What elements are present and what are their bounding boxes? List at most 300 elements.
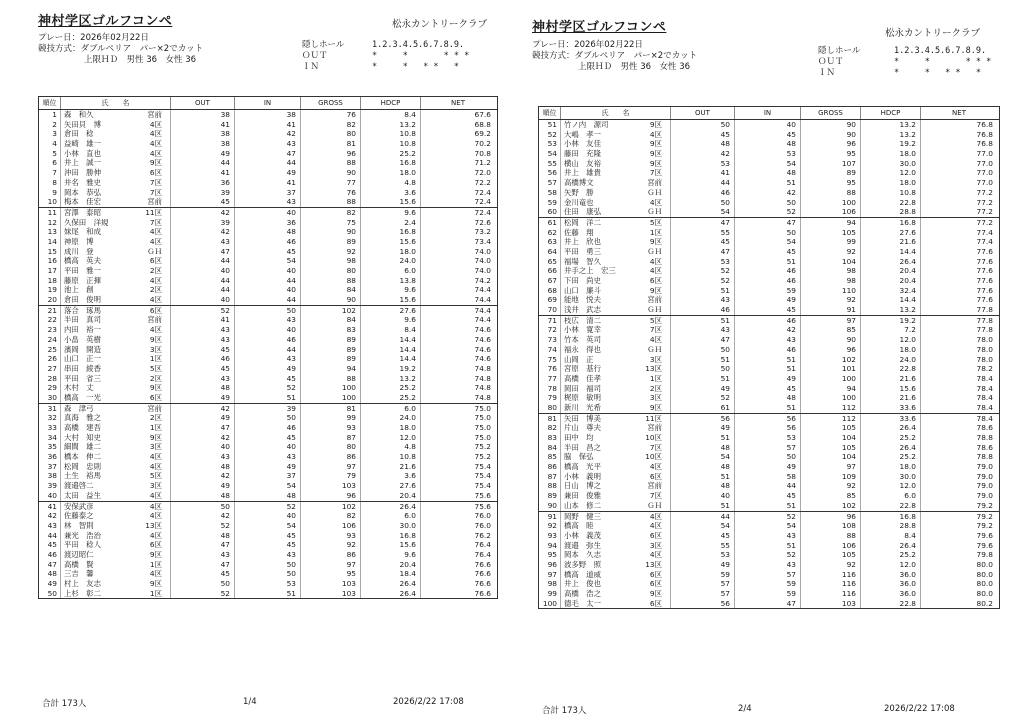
player-district: 7区 [649, 168, 662, 178]
out-cell: 50 [171, 579, 235, 589]
player-name-cell [561, 433, 671, 443]
hdcp-cell: 15.6 [861, 384, 921, 394]
gross-cell: 90 [801, 335, 861, 345]
gross-cell: 107 [801, 159, 861, 169]
rank-cell: 21 [39, 306, 61, 316]
gross-cell: 88 [801, 531, 861, 541]
player-name-cell [561, 403, 671, 413]
table-header [39, 97, 497, 110]
player-district: 3区 [649, 354, 662, 364]
net-cell: 80.2 [976, 598, 993, 608]
player-name: 小林 義明 [564, 471, 601, 481]
hdcp-cell: 26.4 [361, 579, 421, 589]
out-cell: 43 [671, 295, 735, 305]
out-cell: 42 [171, 511, 235, 521]
player-name-cell [561, 257, 671, 267]
table-row [39, 452, 497, 462]
out-cell: 49 [171, 149, 235, 159]
rank-cell: 56 [539, 168, 561, 178]
player-name: 井上 俊也 [564, 579, 601, 589]
player-district: 4区 [149, 227, 162, 237]
player-name-cell [561, 355, 671, 365]
player-district: 6区 [649, 276, 662, 285]
player-name: 德毛 太一 [564, 598, 601, 608]
table-row [39, 295, 497, 305]
hdcp-cell: 18.0 [361, 423, 421, 433]
out-cell: 48 [171, 383, 235, 393]
player-name: 福場 智久 [564, 256, 601, 266]
hdcp-cell: 16.8 [861, 512, 921, 522]
hdcp-cell: 4.8 [361, 178, 421, 188]
player-name-cell [61, 354, 171, 364]
in-cell: 59 [735, 286, 801, 296]
out-cell: 45 [171, 364, 235, 374]
table-row [39, 393, 497, 403]
player-name-cell [561, 364, 671, 374]
player-name: 土生 裕馬 [64, 471, 101, 481]
table-row [39, 413, 497, 423]
out-cell: 43 [171, 550, 235, 560]
rank-cell: 81 [539, 414, 561, 424]
player-district: 3区 [649, 393, 662, 403]
player-district: 3区 [149, 481, 162, 491]
player-district: 7区 [649, 442, 662, 452]
hdcp-cell: 12.0 [861, 168, 921, 178]
header-rank: 順位 [39, 97, 61, 109]
in-cell: 47 [735, 599, 801, 609]
hdcp-cell: 3.6 [361, 188, 421, 198]
handicap-limit: 上限ＨＤ 男性 36 女性 36 [578, 62, 691, 72]
player-name-cell [61, 452, 171, 462]
out-cell: 53 [671, 159, 735, 169]
player-name: 平田 勇三 [564, 246, 601, 256]
rank-cell: 27 [39, 364, 61, 374]
in-cell: 45 [235, 433, 301, 443]
player-district: 3区 [149, 344, 162, 354]
net-cell: 79.2 [976, 500, 993, 510]
player-district: ＧＨ [147, 246, 162, 256]
hdcp-cell: 18.0 [361, 247, 421, 257]
handicap-limit: 上限ＨＤ 男性 36 女性 36 [84, 55, 197, 65]
rank-cell: 94 [539, 541, 561, 551]
player-district: 7区 [649, 491, 662, 501]
rank-cell: 15 [39, 247, 61, 257]
hdcp-cell: 12.0 [861, 560, 921, 570]
net-cell: 76.6 [474, 569, 491, 579]
out-cell: 42 [671, 149, 735, 159]
player-district: 9区 [149, 432, 162, 442]
net-cell: 75.6 [474, 490, 491, 500]
hdcp-cell: 20.4 [361, 560, 421, 570]
player-name-cell [61, 218, 171, 228]
rank-cell: 20 [39, 295, 61, 305]
table-row [539, 139, 999, 149]
player-name: 井上 欣也 [564, 237, 601, 247]
out-cell: 51 [671, 286, 735, 296]
table-row [539, 228, 999, 238]
rank-cell: 18 [39, 276, 61, 286]
player-name: 倉田 稔 [64, 129, 94, 139]
table-row [39, 237, 497, 247]
out-cell: 53 [671, 257, 735, 267]
in-cell: 54 [735, 159, 801, 169]
in-label: ＩＮ [302, 62, 320, 72]
hdcp-cell: 13.2 [861, 130, 921, 140]
rank-cell: 83 [539, 433, 561, 443]
net-cell: 76.6 [474, 579, 491, 588]
player-name: 橋高 道威 [564, 569, 601, 579]
table-row [39, 374, 497, 384]
player-district: 4区 [149, 139, 162, 149]
player-name-cell [61, 110, 171, 120]
table-row [39, 276, 497, 286]
hdcp-cell: 27.6 [361, 306, 421, 316]
player-name-cell [561, 374, 671, 384]
player-name-cell [61, 413, 171, 423]
header-net: NET [952, 109, 966, 117]
table-row [539, 198, 999, 208]
gross-cell: 90 [301, 227, 361, 237]
player-name-cell [61, 247, 171, 257]
out-cell: 41 [171, 168, 235, 178]
hdcp-cell: 10.8 [361, 139, 421, 149]
hdcp-cell: 3.6 [361, 471, 421, 481]
player-name: 渡邉 弥生 [564, 540, 601, 550]
player-name: 平田 省三 [64, 373, 101, 383]
in-cell: 46 [735, 345, 801, 355]
player-name: 金川竜也 [564, 197, 594, 207]
gross-cell: 90 [301, 168, 361, 178]
gross-cell: 92 [301, 540, 361, 550]
player-district: 1区 [649, 227, 662, 237]
gross-cell: 86 [301, 550, 361, 560]
player-district: 4区 [149, 119, 162, 129]
rank-cell: 88 [539, 481, 561, 491]
table-row [539, 335, 999, 345]
player-name: 細間 雄二 [64, 442, 101, 452]
net-cell: 78.4 [976, 413, 993, 423]
player-district: 4区 [149, 530, 162, 540]
table-row [539, 521, 999, 531]
player-name-cell [61, 404, 171, 414]
hidden-hole-label: 隠しホール [302, 40, 345, 50]
out-cell: 52 [671, 266, 735, 276]
in-cell: 48 [735, 139, 801, 149]
gross-cell: 104 [801, 433, 861, 443]
table-row [539, 491, 999, 501]
hdcp-cell: 19.2 [861, 139, 921, 149]
gross-cell: 89 [301, 354, 361, 364]
player-name: 池上 創 [64, 285, 94, 295]
in-cell: 40 [235, 325, 301, 335]
out-cell: 57 [671, 589, 735, 599]
in-cell: 37 [235, 188, 301, 198]
net-cell: 77.8 [976, 305, 993, 315]
net-cell: 70.8 [474, 148, 491, 158]
player-district: 11区 [645, 413, 662, 423]
hdcp-cell: 26.4 [861, 257, 921, 267]
player-name-cell [561, 443, 671, 453]
table-row [39, 178, 497, 188]
out-cell: 57 [671, 579, 735, 589]
competition-info [38, 33, 203, 66]
player-name-cell [61, 531, 171, 541]
player-district: 7区 [149, 187, 162, 197]
player-name: 兼田 俊雅 [564, 491, 601, 501]
net-cell: 77.0 [976, 158, 993, 168]
out-cell: 40 [171, 266, 235, 276]
out-label: ＯＵＴ [818, 57, 844, 67]
table-row [39, 354, 497, 364]
player-name-cell [61, 315, 171, 325]
player-name-cell [561, 481, 671, 491]
out-cell: 44 [171, 285, 235, 295]
player-district: 7区 [149, 217, 162, 227]
player-name-cell [61, 502, 171, 512]
header-out: OUT [671, 107, 735, 119]
player-district: ＧＨ [647, 500, 662, 510]
gross-cell: 81 [301, 404, 361, 414]
footer-page: 1/4 [243, 697, 257, 707]
rank-cell: 34 [39, 433, 61, 443]
player-name-cell [61, 149, 171, 159]
out-cell: 50 [671, 198, 735, 208]
player-name-cell [561, 345, 671, 355]
net-cell: 79.6 [976, 530, 993, 540]
player-name-cell [561, 599, 671, 609]
player-district: 宮前 [647, 481, 662, 491]
hdcp-cell: 14.4 [861, 295, 921, 305]
hdcp-cell: 25.2 [361, 393, 421, 403]
net-cell: 78.0 [976, 344, 993, 354]
player-name: 佐藤 翔 [564, 227, 594, 237]
in-cell: 59 [735, 579, 801, 589]
player-district: 2区 [149, 373, 162, 383]
net-cell: 74.6 [474, 344, 491, 354]
out-cell: 61 [671, 403, 735, 413]
rank-cell: 41 [39, 502, 61, 512]
in-cell: 42 [235, 129, 301, 139]
out-cell: 47 [671, 335, 735, 345]
out-cell: 46 [671, 188, 735, 198]
rank-cell: 42 [39, 511, 61, 521]
player-name-cell [561, 393, 671, 403]
gross-cell: 103 [301, 481, 361, 491]
player-name: 岡本 恭弘 [64, 187, 101, 197]
rank-cell: 74 [539, 345, 561, 355]
player-name-cell [561, 218, 671, 228]
player-district: 9区 [649, 158, 662, 168]
gross-cell: 84 [301, 315, 361, 325]
player-name-cell [561, 228, 671, 238]
net-cell: 80.0 [976, 559, 993, 569]
player-name-cell [561, 305, 671, 315]
table-row [539, 315, 999, 326]
in-cell: 43 [235, 550, 301, 560]
net-cell: 75.0 [474, 423, 491, 432]
player-name-cell [561, 237, 671, 247]
net-cell: 74.6 [474, 334, 491, 344]
table-row [539, 295, 999, 305]
net-cell: 78.8 [976, 452, 993, 462]
rank-cell: 87 [539, 472, 561, 482]
in-cell: 49 [235, 364, 301, 374]
table-row [39, 383, 497, 393]
net-cell: 79.0 [976, 462, 993, 472]
header-gross: GROSS [801, 107, 861, 119]
table-row [539, 393, 999, 403]
player-district: 13区 [145, 520, 162, 530]
out-cell: 49 [171, 413, 235, 423]
table-row [539, 599, 999, 609]
hdcp-cell: 15.6 [361, 540, 421, 550]
rank-cell: 72 [539, 325, 561, 335]
player-name-cell [61, 345, 171, 355]
player-name: 住田 康弘 [564, 207, 601, 217]
gross-cell: 101 [801, 364, 861, 374]
gross-cell: 87 [301, 433, 361, 443]
hdcp-cell: 26.4 [361, 502, 421, 512]
player-name-cell [61, 325, 171, 335]
hdcp-cell: 15.6 [361, 237, 421, 247]
net-cell: 70.2 [474, 139, 491, 149]
rank-cell: 32 [39, 413, 61, 423]
in-cell: 42 [735, 188, 801, 198]
hdcp-cell: 28.8 [861, 521, 921, 531]
player-name: 竹本 英司 [564, 335, 601, 345]
table-row [39, 481, 497, 491]
gross-cell: 96 [801, 512, 861, 522]
net-cell: 80.0 [976, 569, 993, 579]
gross-cell: 92 [801, 295, 861, 305]
hdcp-cell: 8.4 [861, 531, 921, 541]
table-row [539, 217, 999, 228]
in-label: ＩＮ [818, 68, 836, 78]
results-table [538, 106, 1000, 609]
player-district: 7区 [649, 325, 662, 335]
rank-cell: 57 [539, 178, 561, 188]
hidden-hole-labels [302, 40, 344, 73]
table-row [39, 501, 497, 512]
out-cell: 49 [171, 481, 235, 491]
net-cell: 79.2 [976, 511, 993, 521]
in-cell: 50 [735, 198, 801, 208]
gross-cell: 84 [301, 285, 361, 295]
out-cell: 44 [671, 178, 735, 188]
player-name: 半田 真司 [64, 315, 101, 325]
hdcp-cell: 2.4 [361, 218, 421, 228]
out-cell: 36 [171, 178, 235, 188]
player-district: 5区 [649, 217, 662, 227]
player-district: 9区 [149, 383, 162, 393]
net-cell: 74.0 [474, 256, 491, 266]
out-cell: 49 [171, 393, 235, 403]
out-cell: 47 [171, 540, 235, 550]
out-cell: 45 [171, 197, 235, 207]
player-name: 波多野 照 [564, 559, 601, 569]
gross-cell: 98 [801, 276, 861, 286]
player-district: 2区 [149, 413, 162, 423]
player-name: 上杉 彰二 [64, 588, 101, 598]
hidden-holes: 1.2.3.4.5.6.7.8.9. [372, 40, 465, 50]
rank-cell: 98 [539, 579, 561, 589]
out-cell: 53 [671, 550, 735, 560]
net-cell: 79.0 [976, 481, 993, 491]
hdcp-cell: 30.0 [861, 159, 921, 169]
out-cell: 48 [171, 462, 235, 472]
gross-cell: 100 [801, 374, 861, 384]
hdcp-cell: 12.0 [861, 335, 921, 345]
hdcp-cell: 10.8 [361, 129, 421, 139]
player-district: 9区 [649, 237, 662, 247]
in-cell: 58 [735, 472, 801, 482]
rank-cell: 26 [39, 354, 61, 364]
event-title: 神村学区ゴルフコンペ [532, 20, 667, 35]
out-hidden-marks: * * * * * [372, 51, 470, 61]
player-district: 4区 [649, 129, 662, 139]
out-cell: 49 [671, 384, 735, 394]
in-cell: 49 [235, 168, 301, 178]
table-row [539, 207, 999, 217]
table-row [39, 433, 497, 443]
player-name: 落合 琢馬 [64, 305, 101, 315]
course-name: 松永カントリークラブ [885, 28, 981, 39]
rank-cell: 17 [39, 266, 61, 276]
player-name-cell [561, 316, 671, 326]
hdcp-cell: 14.4 [361, 354, 421, 364]
net-cell: 78.2 [976, 364, 993, 374]
gross-cell: 108 [801, 521, 861, 531]
gross-cell: 80 [301, 129, 361, 139]
player-name-cell [561, 414, 671, 424]
gross-cell: 106 [801, 541, 861, 551]
rank-cell: 30 [39, 393, 61, 403]
player-district: 1区 [149, 423, 162, 432]
table-row [39, 462, 497, 472]
net-cell: 76.4 [474, 540, 491, 550]
player-district: 4区 [149, 511, 162, 521]
player-district: 6区 [149, 392, 162, 402]
player-name-cell [561, 512, 671, 522]
player-district: 4区 [149, 275, 162, 285]
player-name: 山口 廉斗 [564, 285, 601, 295]
hdcp-cell: 13.2 [861, 305, 921, 315]
hdcp-cell: 18.0 [861, 462, 921, 472]
table-row [39, 579, 497, 589]
footer-page: 2/4 [738, 704, 752, 714]
in-cell: 43 [735, 560, 801, 570]
in-cell: 56 [735, 414, 801, 424]
out-cell: 51 [671, 472, 735, 482]
player-name-cell [61, 569, 171, 579]
player-name: 内田 裕一 [64, 325, 101, 335]
net-cell: 75.0 [474, 403, 491, 413]
player-name: 高橋 佳孝 [564, 373, 601, 383]
out-cell: 48 [671, 139, 735, 149]
table-row [39, 315, 497, 325]
out-cell: 42 [171, 227, 235, 237]
net-cell: 76.0 [474, 520, 491, 530]
net-cell: 78.4 [976, 393, 993, 403]
net-cell: 77.6 [976, 285, 993, 295]
player-name: 橋高 一光 [64, 392, 101, 402]
hdcp-cell: 20.4 [861, 266, 921, 276]
gross-cell: 89 [301, 237, 361, 247]
in-cell: 50 [235, 569, 301, 579]
out-cell: 43 [671, 325, 735, 335]
in-cell: 40 [235, 266, 301, 276]
gross-cell: 106 [301, 521, 361, 531]
